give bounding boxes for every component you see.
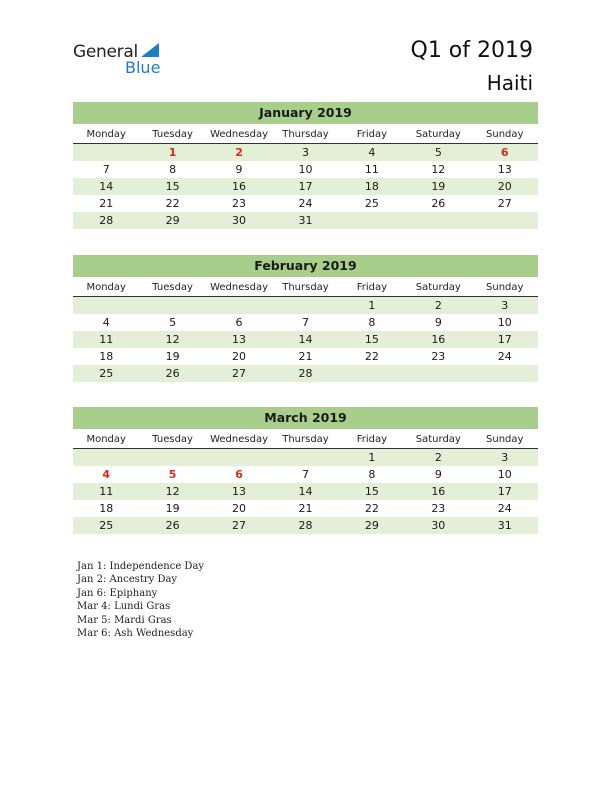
weekday-header-row [73,431,538,449]
day-cell: 21 [298,350,313,363]
day-cell: 24 [497,350,512,363]
day-cell: 15 [165,180,180,193]
empty-day-cell [73,449,139,466]
day-cell: 17 [298,180,313,193]
day-cell: 9 [434,468,442,481]
weekday-label: Saturday [415,129,461,140]
day-cell: 18 [364,180,379,193]
day-cell: 22 [364,502,379,515]
day-cell: 25 [99,519,114,532]
day-cell: 10 [497,468,512,481]
page-title: Q1 of 2019 [410,38,533,63]
week-row [73,297,538,314]
day-cell: 7 [102,163,110,176]
day-cell: 19 [165,502,180,515]
day-cell: 16 [431,485,446,498]
empty-day-cell [139,449,205,466]
empty-day-cell [73,144,139,161]
day-cell: 1 [368,299,376,312]
day-cell: 27 [497,197,512,210]
day-cell: 24 [298,197,313,210]
holiday-item: Mar 6: Ash Wednesday [77,628,194,640]
day-cell: 12 [431,163,446,176]
day-cell: 27 [232,519,247,532]
brand-blue-text: Blue [125,58,161,77]
day-cell: 28 [298,367,313,380]
day-cell: 19 [431,180,446,193]
day-cell: 27 [232,367,247,380]
day-cell: 17 [497,333,512,346]
empty-day-cell [206,449,272,466]
weekday-label: Saturday [415,434,461,445]
day-cell: 8 [368,316,376,329]
day-cell: 3 [501,451,509,464]
weekday-header-row [73,126,538,144]
month-february [73,255,538,382]
day-cell: 16 [232,180,247,193]
weekday-label: Monday [86,129,126,140]
day-cell: 25 [364,197,379,210]
month-january [73,102,538,229]
week-row [73,178,538,195]
weekday-label: Friday [356,129,388,140]
month-title: February 2019 [73,255,538,277]
day-cell: 11 [364,163,379,176]
weekday-label: Saturday [415,282,461,293]
week-row [73,331,538,348]
weekday-label: Tuesday [152,129,193,140]
day-cell: 16 [431,333,446,346]
day-cell: 19 [165,350,180,363]
week-row [73,466,538,483]
empty-day-cell [339,212,405,229]
day-cell: 13 [232,485,247,498]
day-cell: 15 [364,333,379,346]
weekday-label: Tuesday [152,282,193,293]
week-row [73,449,538,466]
weekday-label: Sunday [486,434,524,445]
day-cell: 17 [497,485,512,498]
weekday-label: Thursday [282,282,329,293]
day-cell: 11 [99,485,114,498]
day-cell: 22 [364,350,379,363]
day-cell: 23 [431,350,446,363]
brand-general-text: General [73,42,138,62]
day-cell: 21 [99,197,114,210]
week-row [73,365,538,382]
day-cell: 20 [232,350,247,363]
weekday-label: Sunday [486,129,524,140]
day-cell: 22 [165,197,180,210]
day-cell: 29 [165,214,180,227]
country-name: Haiti [486,71,533,95]
weekday-label: Wednesday [210,434,268,445]
empty-day-cell [472,365,538,382]
day-cell: 28 [298,519,313,532]
day-cell: 28 [99,214,114,227]
day-cell: 6 [235,468,243,481]
day-cell: 18 [99,502,114,515]
day-cell: 7 [301,316,309,329]
week-row [73,161,538,178]
month-title: March 2019 [73,407,538,429]
weekday-label: Friday [356,282,388,293]
day-cell: 26 [431,197,446,210]
weekday-label: Sunday [486,282,524,293]
empty-day-cell [339,365,405,382]
day-cell: 10 [298,163,313,176]
day-cell: 10 [497,316,512,329]
day-cell: 13 [497,163,512,176]
week-row [73,314,538,331]
holiday-item: Jan 1: Independence Day [77,561,205,572]
weekday-label: Thursday [282,129,329,140]
day-cell: 9 [235,163,243,176]
holiday-list [77,560,204,640]
day-cell: 4 [102,468,111,481]
empty-day-cell [73,297,139,314]
weekday-label: Wednesday [210,129,268,140]
empty-day-cell [405,365,471,382]
day-cell: 23 [431,502,446,515]
weekday-label: Monday [86,282,126,293]
day-cell: 24 [497,502,512,515]
day-cell: 20 [497,180,512,193]
day-cell: 23 [232,197,247,210]
empty-day-cell [472,212,538,229]
holiday-item: Jan 6: Epiphany [77,587,158,599]
weekday-label: Friday [356,434,388,445]
day-cell: 1 [168,146,177,159]
weekday-label: Wednesday [210,282,268,293]
week-row [73,517,538,534]
day-cell: 8 [368,468,376,481]
brand-triangle-icon [141,43,159,57]
day-cell: 14 [298,485,313,498]
day-cell: 3 [501,299,509,312]
day-cell: 15 [364,485,379,498]
day-cell: 21 [298,502,313,515]
week-row [73,212,538,229]
empty-day-cell [272,297,338,314]
day-cell: 3 [301,146,309,159]
empty-day-cell [272,449,338,466]
weekday-label: Monday [86,434,126,445]
day-cell: 2 [235,146,243,159]
day-cell: 31 [497,519,512,532]
day-cell: 12 [165,485,180,498]
weekday-label: Tuesday [152,434,193,445]
day-cell: 14 [298,333,313,346]
day-cell: 4 [102,316,110,329]
day-cell: 12 [165,333,180,346]
day-cell: 1 [368,451,376,464]
day-cell: 14 [99,180,114,193]
holiday-item: Mar 5: Mardi Gras [77,614,172,626]
day-cell: 7 [301,468,309,481]
day-cell: 31 [298,214,313,227]
week-row [73,500,538,517]
empty-day-cell [206,297,272,314]
day-cell: 30 [431,519,446,532]
day-cell: 29 [364,519,379,532]
day-cell: 11 [99,333,114,346]
day-cell: 2 [434,299,442,312]
week-row [73,144,538,161]
weekday-header-row [73,279,538,297]
day-cell: 9 [434,316,442,329]
day-cell: 8 [169,163,177,176]
day-cell: 5 [168,468,177,481]
holiday-item: Jan 2: Ancestry Day [77,574,178,586]
week-row [73,483,538,500]
day-cell: 13 [232,333,247,346]
empty-day-cell [139,297,205,314]
day-cell: 18 [99,350,114,363]
day-cell: 26 [165,519,180,532]
day-cell: 5 [169,316,177,329]
brand-logo [73,40,173,80]
weekday-label: Thursday [282,434,329,445]
day-cell: 6 [235,316,243,329]
week-row [73,348,538,365]
holiday-item: Mar 4: Lundi Gras [77,601,171,613]
day-cell: 30 [232,214,247,227]
day-cell: 2 [434,451,442,464]
month-title: January 2019 [73,102,538,124]
day-cell: 26 [165,367,180,380]
day-cell: 5 [434,146,442,159]
empty-day-cell [405,212,471,229]
month-march [73,407,538,534]
day-cell: 6 [500,146,509,159]
day-cell: 20 [232,502,247,515]
week-row [73,195,538,212]
day-cell: 25 [99,367,114,380]
day-cell: 4 [368,146,376,159]
